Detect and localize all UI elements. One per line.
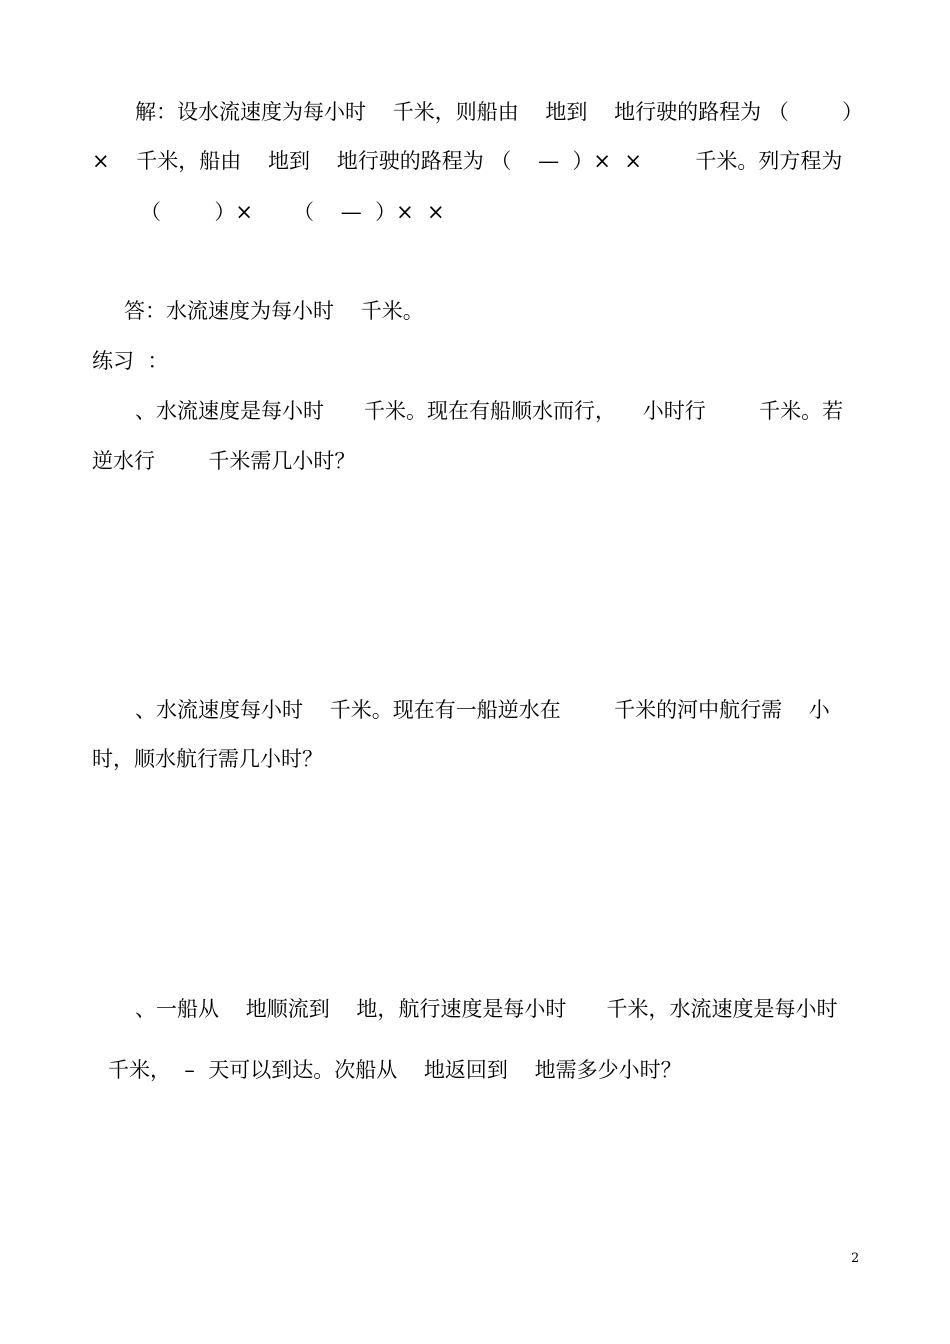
exercise-title: 练习 ：	[92, 349, 169, 373]
answer-line: 答：水流速度为每小时 千米。	[124, 299, 424, 323]
exercise-1-line-2: 逆水行 千米需几小时？	[92, 449, 356, 473]
solution-line-2: × 千米，船由 地到 地行驶的路程为 （ — ）× × 千米。列方程为	[92, 149, 843, 173]
exercise-2-line-2: 时，顺水航行需几小时？	[92, 747, 323, 771]
exercise-3-line-2: 千米， – 天可以到达。次船从 地返回到 地需多少小时？	[108, 1058, 682, 1082]
solution-line-1: 解：设水流速度为每小时 千米，则船由 地到 地行驶的路程为 （ ）	[135, 100, 864, 124]
solution-line-3: （ ）× （ — ）× ×	[140, 200, 445, 224]
page-number: 2	[851, 1251, 860, 1266]
exercise-3-line-1: 、一船从 地顺流到 地，航行速度是每小时 千米，水流速度是每小时	[135, 997, 838, 1021]
exercise-2-line-1: 、水流速度每小时 千米。现在有一船逆水在 千米的河中航行需 小	[135, 698, 830, 722]
exercise-1-line-1: 、水流速度是每小时 千米。现在有船顺水而行， 小时行 千米。若	[135, 399, 844, 423]
